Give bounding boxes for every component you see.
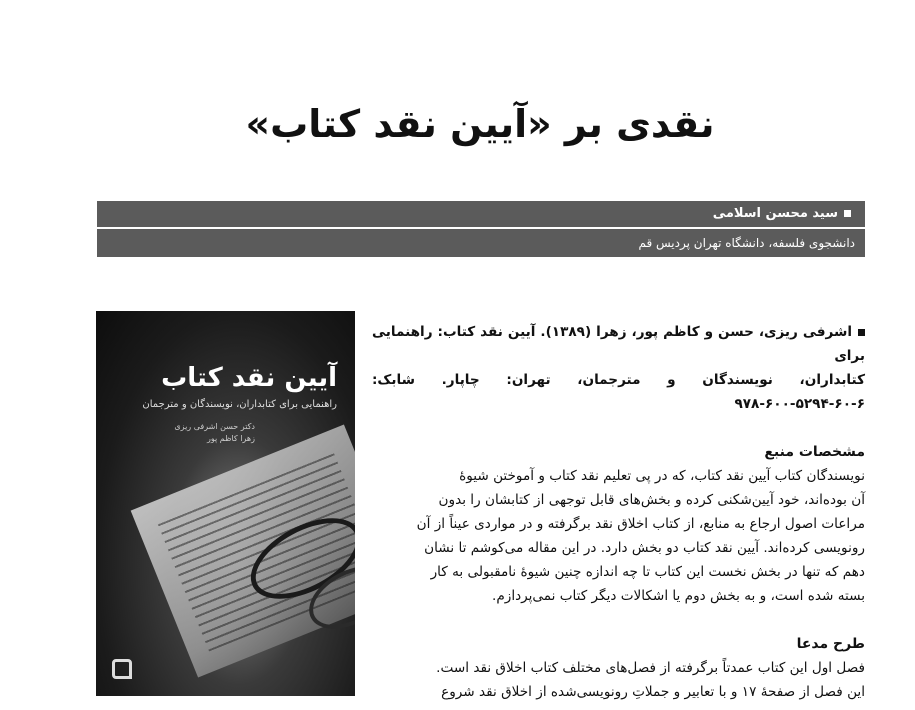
square-bullet-icon [844,210,851,217]
section-heading: طرح مدعا [796,636,865,652]
paragraph-line: فصل اول این کتاب عمدتاً برگرفته از فصل‌های مختلف کتاب اخلاق نقد است. [436,660,865,676]
paragraph-line: آن بوده‌اند، خود آیین‌شکنی کرده و بخش‌های قابل توجهی از کتابشان را بدون [438,492,865,508]
author-box [97,201,865,257]
paragraph-line: بسته شده است، و به بخش دوم یا اشکالات دیگر کتاب نمی‌پردازم. [492,588,865,604]
author-row [97,201,865,227]
publisher-logo-icon [112,659,132,679]
affiliation-row: دانشجوی فلسفه، دانشگاه تهران پردیس قم [97,229,865,257]
cover-title: آیین نقد کتاب [161,363,337,393]
cover-author-2: زهرا کاظم پور [207,434,255,443]
paragraph-line: نویسندگان کتاب آیین نقد کتاب، که در پی تعلیم نقد کتاب و آموختن شیوۀ [459,468,865,484]
paragraph-line: این فصل از صفحۀ ۱۷ و با تعابیر و جملاتِ رونویسی‌شده از اخلاق نقد شروع [441,684,865,700]
cover-author-1: دکتر حسن اشرفی ریزی [174,422,255,431]
reference-line-2: کتابداران، نویسندگان و مترجمان، تهران: چاپار. شابک: ۶-۶۰-۵۲۹۴-۶۰۰-۹۷۸ [372,372,865,412]
page-title: نقدی بر «آیین نقد کتاب» [245,102,715,146]
square-bullet-icon [858,329,865,336]
paragraph-line: مراعات اصول ارجاع به منابع، از کتاب اخلاق نقد برگرفته و در مواردی عیناً از آن [416,516,865,532]
article-body [372,320,865,704]
section-heading: مشخصات منبع [764,444,865,460]
author-name: سید محسن اسلامی [712,206,838,221]
cover-subtitle: راهنمایی برای کتابداران، نویسندگان و مترجمان [142,399,337,410]
paragraph-line: دهم که تنها در بخش نخست این کتاب تا چه اندازه چنین شیوۀ نامقبولی به کار [430,564,865,580]
paragraph-line: رونویسی کرده‌اند. آیین نقد کتاب دو بخش دارد. در این مقاله می‌کوشم تا نشان [424,540,865,556]
reference-line-1: اشرفی ریزی، حسن و کاظم پور، زهرا (۱۳۸۹). آیین نقد کتاب: راهنمایی برای [372,324,865,364]
book-cover [96,311,355,696]
